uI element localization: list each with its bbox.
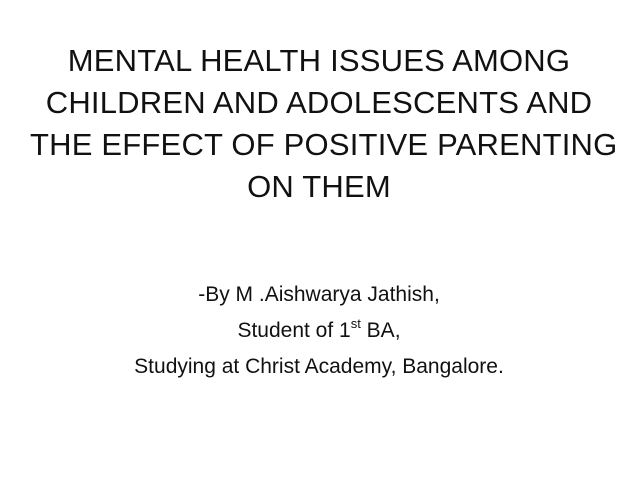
school-line: Studying at Christ Academy, Bangalore. <box>134 355 504 378</box>
author-line: -By M .Aishwarya Jathish, <box>198 283 440 306</box>
slide-title <box>30 40 618 208</box>
title-line-1: MENTAL HEALTH ISSUES AMONG <box>67 43 571 78</box>
student-prefix: Student of 1 <box>237 319 351 342</box>
slide-subtitle <box>30 277 608 385</box>
title-line-2: CHILDREN AND ADOLESCENTS AND <box>45 85 593 120</box>
student-line <box>30 313 608 349</box>
title-line-3: THE EFFECT OF POSITIVE PARENTING <box>30 127 618 162</box>
student-suffix: BA, <box>360 319 401 342</box>
ordinal-suffix: st <box>350 316 361 331</box>
title-line-4: ON THEM <box>247 169 391 204</box>
